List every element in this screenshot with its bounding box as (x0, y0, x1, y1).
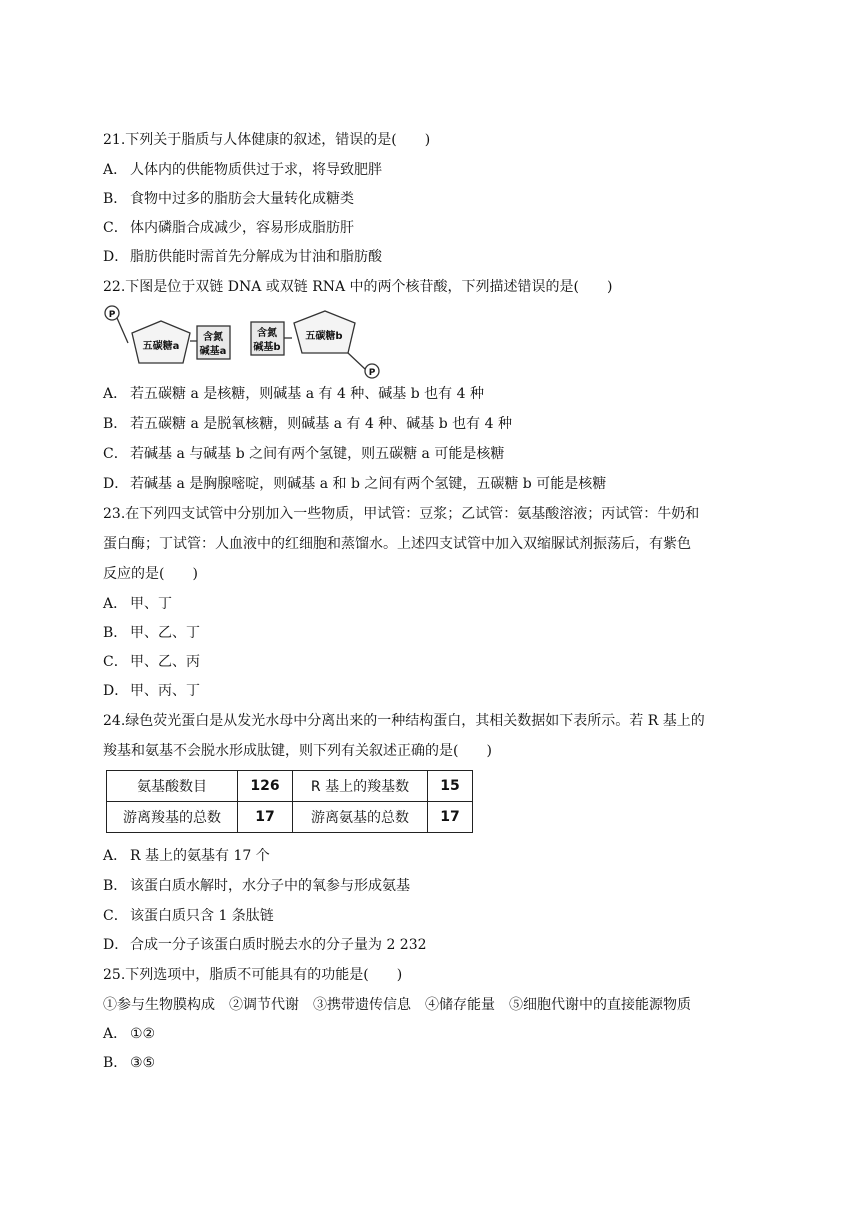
table-row (107, 802, 473, 833)
table-row (107, 771, 473, 802)
q24-option-a: A． R 基上的氨基有 17 个 (103, 848, 270, 864)
base-a-label-line2: 碱基a (199, 346, 227, 357)
table-cell: 游离羧基的总数 (107, 802, 238, 833)
table-cell: R 基上的羧基数 (293, 771, 428, 802)
base-a-label-line1: 含氮 (203, 332, 223, 343)
q25-stem: 25.下列选项中，脂质不可能具有的功能是( ) (103, 967, 403, 983)
q25-option-b: B． ③⑤ (103, 1055, 156, 1071)
q24-option-c: C． 该蛋白质只含 1 条肽链 (103, 908, 274, 924)
q23-option-c: C． 甲、乙、丙 (103, 654, 200, 670)
table-cell: 15 (428, 771, 473, 802)
q23-option-b: B． 甲、乙、丁 (103, 625, 200, 641)
q22-option-a: A． 若五碳糖 a 是核糖，则碱基 a 有 4 种、碱基 b 也有 4 种 (103, 386, 484, 402)
q24-stem-line2: 羧基和氨基不会脱水形成肽键，则下列有关叙述正确的是( ) (103, 743, 492, 759)
protein-data-table (106, 770, 473, 833)
table-cell: 游离氨基的总数 (293, 802, 428, 833)
q23-stem-line2: 蛋白酶；丁试管：人血液中的红细胞和蒸馏水。上述四支试管中加入双缩脲试剂振荡后，有紫色 (103, 536, 691, 552)
phosphate-a-label: P (108, 310, 116, 320)
q22-option-c: C． 若碱基 a 与碱基 b 之间有两个氢键，则五碳糖 a 可能是核糖 (103, 446, 505, 462)
q21-option-d: D． 脂肪供能时需首先分解成为甘油和脂肪酸 (103, 249, 382, 265)
base-b-label-line1: 含氮 (257, 328, 277, 339)
q23-stem-line3: 反应的是( ) (103, 566, 198, 582)
q25-choices: ①参与生物膜构成 ②调节代谢 ③携带遗传信息 ④储存能量 ⑤细胞代谢中的直接能源物质 (103, 997, 691, 1013)
q23-option-a: A． 甲、丁 (103, 596, 172, 612)
q23-option-d: D． 甲、丙、丁 (103, 683, 200, 699)
q24-option-d: D． 合成一分子该蛋白质时脱去水的分子量为 2 232 (103, 937, 427, 953)
q21-option-a: A． 人体内的供能物质供过于求，将导致肥胖 (103, 162, 382, 178)
sugar-a-label: 五碳糖a (142, 341, 180, 352)
q22-option-b: B． 若五碳糖 a 是脱氧核糖，则碱基 a 有 4 种、碱基 b 也有 4 种 (103, 416, 512, 432)
q22-stem: 22.下图是位于双链 DNA 或双链 RNA 中的两个核苷酸，下列描述错误的是( ) (103, 279, 613, 295)
nucleotide-figure (103, 303, 393, 383)
q24-stem-line1: 24.绿色荧光蛋白是从发光水母中分离出来的一种结构蛋白，其相关数据如下表所示。若 R 基上的 (103, 713, 705, 729)
table-cell: 17 (428, 802, 473, 833)
table-cell: 氨基酸数目 (107, 771, 238, 802)
base-b-label-line2: 碱基b (253, 342, 281, 353)
q23-stem-line1: 23.在下列四支试管中分别加入一些物质，甲试管：豆浆；乙试管：氨基酸溶液；丙试管：牛奶和 (103, 506, 700, 522)
q21-stem: 21.下列关于脂质与人体健康的叙述，错误的是( ) (103, 132, 431, 148)
q22-option-d: D． 若碱基 a 是胸腺嘧啶，则碱基 a 和 b 之间有两个氢键，五碳糖 b 可能是核糖 (103, 476, 607, 492)
sugar-b-label: 五碳糖b (305, 331, 343, 342)
q21-option-c: C． 体内磷脂合成减少，容易形成脂肪肝 (103, 220, 354, 236)
q24-option-b: B． 该蛋白质水解时，水分子中的氧参与形成氨基 (103, 878, 410, 894)
table-cell: 17 (238, 802, 293, 833)
table-cell: 126 (238, 771, 293, 802)
phosphate-b-label: P (368, 368, 376, 378)
q25-option-a: A． ①② (103, 1026, 156, 1042)
q21-option-b: B． 食物中过多的脂肪会大量转化成糖类 (103, 191, 354, 207)
